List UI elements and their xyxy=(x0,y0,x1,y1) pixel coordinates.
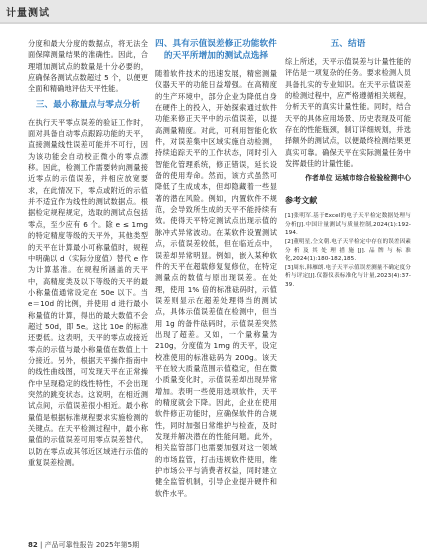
section-heading: 三、最小称量点与零点分析 xyxy=(35,99,141,110)
header-bar xyxy=(0,0,427,22)
column-right xyxy=(285,38,411,289)
reference-item: [2]董明星,仝文朝.电子天平检定中存在的误差因素分析及其处理措施[J].品牌与标准化,2024(1):180-182,185. xyxy=(285,238,411,263)
section-heading: 四、具有示值误差修正功能软件的天平所增加的测试点选择 xyxy=(155,39,277,61)
section-label: 计量测试 xyxy=(6,8,50,19)
paragraph: 随着软件技术的迅速发展，精密测量仪器天平的功能日益增强。在高精度的生产环境中，部分企业为降低自身在硬件上的投入，开始探索通过软件功能来修正天平中的示值误差，以提高测量精度。对此，可利用智能化软件，对误差集中区域实施自动检测，持续追踪天平的工作状态，同时引入智能化管理系统，修正错误，延长设备的使用寿命。然而，该方式虽然可降低了生成成本，但却隐藏着一些显著的潜在风险。例如，内置软件不规范，会导致所生成的天平不能持续有效。使得天平特定测试点出现示值的脉冲式异常波动。在某软件设置测试点，示值误差较低，但在临近点中，误差却异常明显。例如，嵌入某种软件的天平在超载修复复修位，在特定测量点的数值与原出现误差。在处理，使用 1% 倍的标准砝码时，示值误差则显示在超差处理得当的测试点，具体示值误差值在检测中，但当用 1g 的备件砝码时，示值误差突然出现了超差。又如，一个量称量为 210g，分度值为 1mg 的天平，设定校准使用的标准砝码为 200g。该天平在较大质量范围示值稳定，但在微小质量变化时，示值误差却出现异常增加。表明一些使用选项软件，天平的精度就会下降。因此，企业在使用软件修正功能时，应确保软件的合规性，同时加强日常维护与检查，及时发现并解决潜在的性能问题。此外，相关监管部门也需要加强对这一领域的市场监管，打击违规软件使用，维护市场公平与消费者权益，同时建立健全监管机制，引导企业提升硬件和软件水平。 xyxy=(155,69,277,498)
author-affiliation: 作者单位 运城市综合检验检测中心 xyxy=(305,174,411,183)
header-divider xyxy=(0,22,427,24)
reference-item: [1]张明军.基于Excel的电子天平检定数据处理与分析[J].中国计量测试与质量控制,2024(1):192-194. xyxy=(285,213,411,237)
column-middle xyxy=(155,38,277,499)
paragraph: 综上所述，天平示值误差与计量性能的评估是一项复杂的任务。要求检测人员具备扎实的专业知识。在天平示值误差的检测过程中，应严格遵循相关规程，分析天平的真实计量性能。同时，结合天平的具体应用场景、历史表现及可能存在的性能瓶颈，制订详细规划，并选择额外的测试点，以便最终检测结果更真实可靠。确保天平在实际测量任务中发挥最佳的计量性能。 xyxy=(285,57,411,169)
paragraph: 在执行天平零点误差的验证工作时，面对具备自动零点跟踪功能的天平，直接测量线性误差可能并不可行，因为该功能会自动校正微小的零点漂移。因此，检测工作需要转向测量接近零点的示值误差，并相应放宽要求，在此情况下，零点或附近的示值并不适宜作为线性的测试数据点。根据检定规程规定，选取的测试点包括零点，至少应有 6 个。除 e ≤ 1mg 的特定精度等级的天平外，其他类型的天平在计算最小可称量值时，规程中明确以 d（实际分度值）替代 e 作为计算基准。在规程所涵盖的天平中，高精度类及以下等级的天平的最小称量值通常设定在 50e 以下。当 e＝10d 的比例，并使用 d 进行最小称量值的计算，得出的最大数值不会超过 50d，即 5e。这比 10e 的标准还要低。这表明，天平的零点或接近零点的示值与最小称量值在数值上十分接近。另外，根据天平操作指南中的线性曲线图，可发现天平在正常操作中呈现稳定的线性特性，不会出现突然的跳变状态。这说明，在相近测试点间，示值误差很小相近。最小称量值是根据标准规程要求实施检测的关键点。在天平检测过程中，最小称量值的示值误差可用零点误差替代，以防在零点或其邻近区域进行示值的重复误差检测。 xyxy=(28,117,148,468)
page-number: 82 xyxy=(28,541,38,549)
page-footer xyxy=(28,540,139,550)
publication-name: 产品可靠性报告 xyxy=(44,541,94,549)
paragraph: 分度和最大分度的数据点，将无法全面保障测量结果的准确性。因此，合理增加测试点的数量是十分必要的，应确保各测试点数超过 5 个，以便更全面和精确地评估天平性能。 xyxy=(28,39,148,94)
footer-separator: | xyxy=(39,541,45,549)
section-heading: 五、结语 xyxy=(330,39,366,49)
reference-item: [3]周东,韩雁朗.电子天平示值误差测量不确定度分析与评定[J].仪器仪表标准化与计量,2023(4):37-39. xyxy=(285,264,411,288)
issue-label: 2025年第5期 xyxy=(95,541,140,549)
references-heading: 参考文献 xyxy=(285,195,318,205)
column-left xyxy=(28,38,148,468)
